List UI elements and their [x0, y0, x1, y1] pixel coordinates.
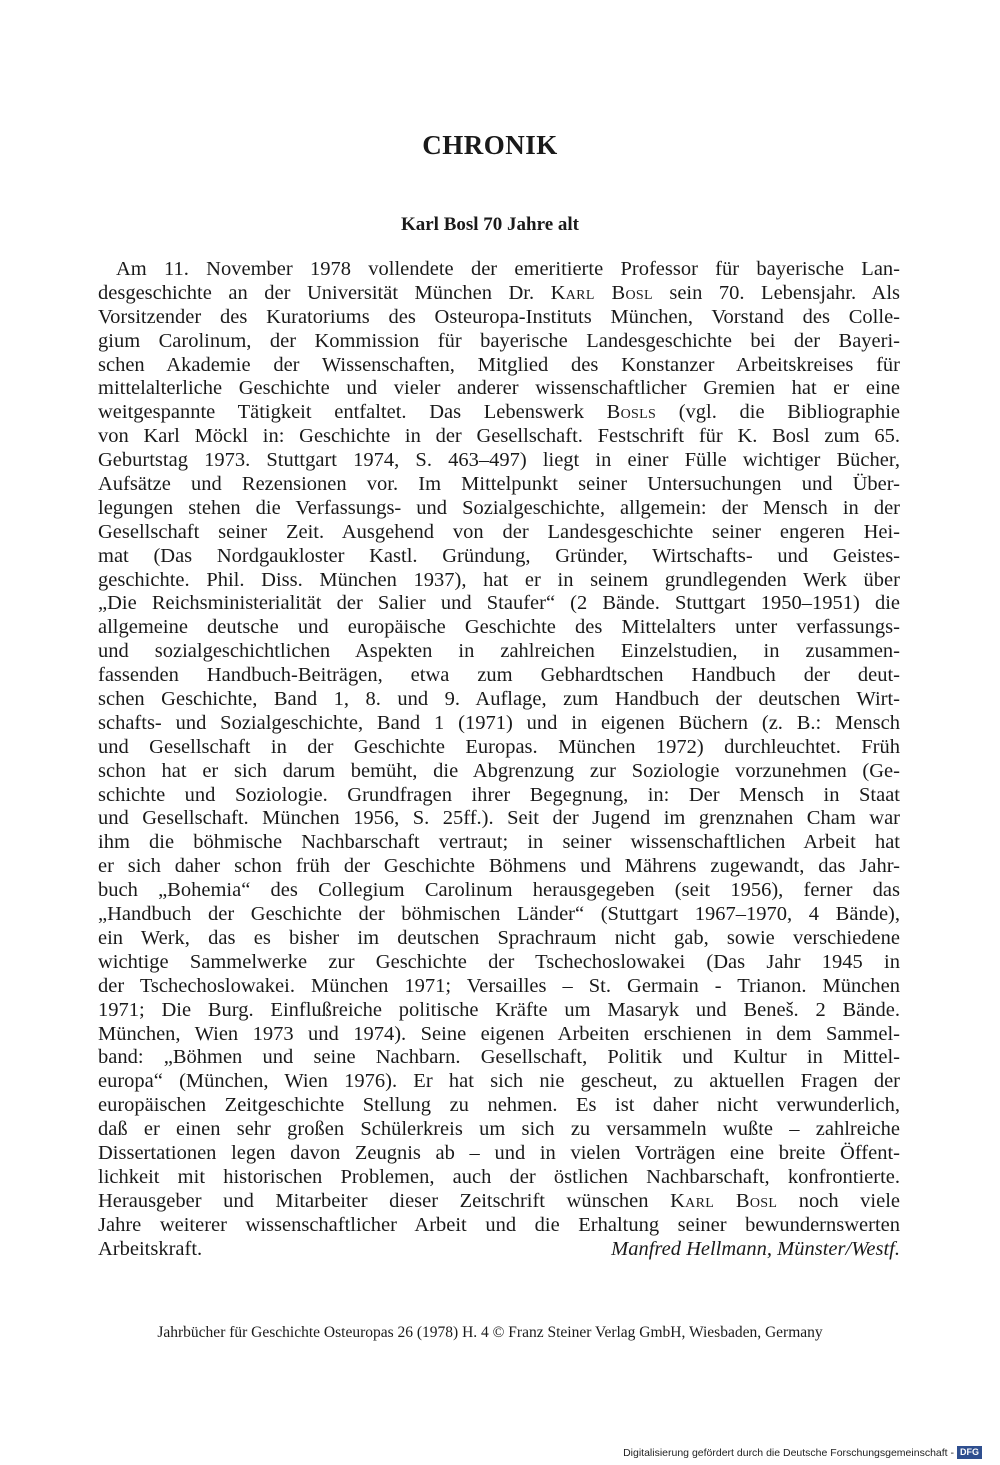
text-line: Aufsätze und Rezensionen vor. Im Mittelpunkt seiner Untersuchungen und Über- — [98, 473, 900, 496]
text-line: band: „Böhmen und seine Nachbarn. Gesellschaft, Politik und Kultur in Mittel- — [98, 1046, 900, 1069]
text-line: schen Akademie der Wissenschaften, Mitglied des Konstanzer Arbeitskreises für — [98, 353, 900, 376]
text-line: lichkeit mit historischen Problemen, auch der östlichen Nachbarschaft, konfrontierte. — [98, 1165, 900, 1188]
journal-citation: Jahrbücher für Geschichte Osteuropas 26 (1978) H. 4 © Franz Steiner Verlag GmbH, Wiesbaden, Germany — [157, 1324, 823, 1341]
text-line: von Karl Möckl in: Geschichte in der Gesellschaft. Festschrift für K. Bosl zum 65. — [98, 425, 900, 448]
text-line: Jahre weiterer wissenschaftlicher Arbeit und die Erhaltung seiner bewundernswerten — [98, 1213, 900, 1236]
text-line: er sich daher schon früh der Geschichte Böhmens und Mährens zugewandt, das Jahr- — [98, 855, 900, 878]
text-line: schen Geschichte, Band 1, 8. und 9. Auflage, zum Handbuch der deutschen Wirt- — [98, 688, 900, 711]
text-line: Geburtstag 1973. Stuttgart 1974, S. 463–497) liegt in einer Fülle wichtiger Bücher, — [98, 449, 900, 472]
text-line: und sozialgeschichtlichen Aspekten in zahlreichen Einzelstudien, in zusammen- — [98, 640, 900, 663]
text-line: mat (Das Nordgaukloster Kastl. Gründung, Gründer, Wirtschafts- und Geistes- — [98, 544, 900, 567]
section-title: CHRONIK — [422, 130, 558, 160]
text-line: desgeschichte an der Universität München Dr. Karl Bosl sein 70. Lebensjahr. Als — [98, 281, 900, 304]
text-line: schon hat er sich darum bemüht, die Abgrenzung zur Soziologie vorzunehmen (Ge- — [98, 759, 900, 782]
text-line: buch „Bohemia“ des Collegium Carolinum herausgegeben (seit 1956), ferner das — [98, 879, 900, 902]
text-line: gium Carolinum, der Kommission für bayerische Landesgeschichte bei der Bayeri- — [98, 329, 900, 352]
text-line: Dissertationen legen davon Zeugnis ab – und in vielen Vorträgen eine breite Öffent- — [98, 1141, 900, 1164]
author-name: Karl Bosl — [550, 281, 653, 304]
author-signature: Manfred Hellmann, Münster/Westf. — [611, 1237, 900, 1260]
text-line: schichte und Soziologie. Grundfragen ihrer Begegnung, in: Der Mensch in Staat — [98, 783, 900, 806]
signature-line — [98, 1238, 900, 1262]
text-line: europäischen Zeitgeschichte Stellung zu nehmen. Es ist daher nicht verwunderlich, — [98, 1094, 900, 1117]
digitization-text: Digitalisierung gefördert durch die Deutsche Forschungsgemeinschaft - — [623, 1446, 954, 1459]
text-line: „Die Reichsministerialität der Salier und Staufer“ (2 Bände. Stuttgart 1950–1951) die — [98, 592, 900, 615]
text-line: europa“ (München, Wien 1976). Er hat sich nie gescheut, zu aktuellen Fragen der — [98, 1070, 900, 1093]
text-line: allgemeine deutsche und europäische Geschichte des Mittelalters unter verfassungs- — [98, 616, 900, 639]
text-line: schafts- und Sozialgeschichte, Band 1 (1971) und in eigenen Büchern (z. B.: Mensch — [98, 711, 900, 734]
text-line: „Handbuch der Geschichte der böhmischen Länder“ (Stuttgart 1967–1970, 4 Bände), — [98, 903, 900, 926]
text-line: legungen stehen die Verfassungs- und Sozialgeschichte, allgemein: der Mensch in der — [98, 496, 900, 519]
text-line: Vorsitzender des Kuratoriums des Osteuropa-Instituts München, Vorstand des Colle- — [98, 305, 900, 328]
text-line: fassenden Handbuch-Beiträgen, etwa zum Gebhardtschen Handbuch der deut- — [98, 664, 900, 687]
author-name: Karl Bosl — [670, 1189, 778, 1212]
text-line: Am 11. November 1978 vollendete der emeritierte Professor für bayerische Lan- — [116, 258, 900, 280]
text-line: ihm die böhmische Nachbarschaft vertraut; in seiner wissenschaftlichen Arbeit hat — [98, 831, 900, 854]
text-line: München, Wien 1973 und 1974). Seine eigenen Arbeiten erschienen in dem Sammel- — [98, 1022, 900, 1045]
text-line: daß er einen sehr großen Schülerkreis um sich zu versammeln wußte – zahlreiche — [98, 1118, 900, 1141]
article-title: Karl Bosl 70 Jahre alt — [400, 214, 580, 235]
text-line: geschichte. Phil. Diss. München 1937), hat er in seinem grundlegenden Werk über — [98, 568, 900, 591]
text-line: ein Werk, das es bisher im deutschen Sprachraum nicht gab, sowie verschiedene — [98, 926, 900, 949]
text-line: Gesellschaft seiner Zeit. Ausgehend von der Landesgeschichte seiner engeren Hei- — [98, 520, 900, 543]
text-line: der Tschechoslowakei. München 1971; Versailles – St. Germain - Trianon. München — [98, 974, 900, 997]
digitization-note — [623, 1446, 982, 1459]
text-line: und Gesellschaft in der Geschichte Europas. München 1972) durchleuchtet. Früh — [98, 735, 900, 758]
dfg-logo: DFG — [957, 1446, 982, 1459]
text-line: weitgespannte Tätigkeit entfaltet. Das Lebenswerk Bosls (vgl. die Bibliographie — [98, 401, 900, 424]
article-body — [98, 258, 900, 1261]
closing-text: Arbeitskraft. — [98, 1237, 203, 1260]
author-name: Bosls — [606, 401, 657, 424]
text-line: und Gesellschaft. München 1956, S. 25ff.). Seit der Jugend im grenznahen Cham war — [98, 807, 900, 830]
text-line: Herausgeber und Mitarbeiter dieser Zeitschrift wünschen Karl Bosl noch viele — [98, 1189, 900, 1212]
text-line: 1971; Die Burg. Einflußreiche politische Kräfte um Masaryk und Beneš. 2 Bände. — [98, 998, 900, 1021]
article-lines — [98, 258, 900, 1238]
text-line: wichtige Sammelwerke zur Geschichte der Tschechoslowakei (Das Jahr 1945 in — [98, 950, 900, 973]
text-line: mittelalterliche Geschichte und vieler anderer wissenschaftlicher Gremien hat er eine — [98, 377, 900, 400]
